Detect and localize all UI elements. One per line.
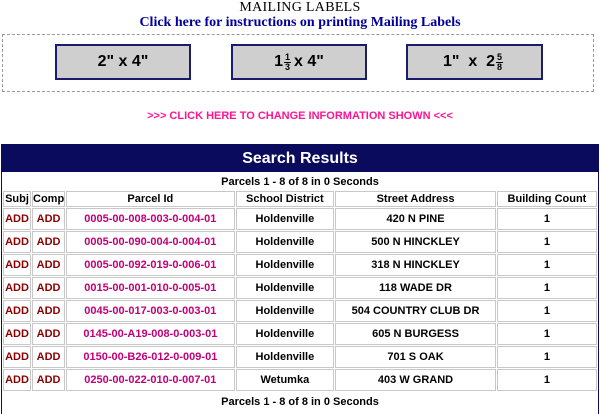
building-count-cell: 1	[497, 254, 597, 276]
comp-add-link[interactable]: ADD	[32, 208, 65, 230]
instructions-link[interactable]: Click here for instructions on printing Mailing Labels	[139, 15, 461, 30]
table-row	[3, 208, 597, 230]
label-2x4-whole: 2"	[97, 53, 115, 70]
table-row	[3, 231, 597, 253]
comp-add-link[interactable]: ADD	[32, 300, 65, 322]
results-heading: Search Results	[2, 145, 598, 172]
parcel-id-link[interactable]: 0005-00-090-004-0-004-01	[66, 231, 234, 253]
table-row	[3, 254, 597, 276]
school-district-cell: Holdenville	[236, 254, 335, 276]
label-1x2-whole: 1" x 2	[442, 53, 496, 70]
subj-add-link[interactable]: ADD	[3, 231, 31, 253]
school-district-cell: Holdenville	[236, 277, 335, 299]
subj-add-link[interactable]: ADD	[3, 277, 31, 299]
building-count-cell: 1	[497, 300, 597, 322]
subj-add-link[interactable]: ADD	[3, 208, 31, 230]
table-row	[3, 323, 597, 345]
building-count-cell: 1	[497, 369, 597, 391]
label-2x4-rest: x 4"	[118, 53, 149, 70]
building-count-cell: 1	[497, 277, 597, 299]
comp-add-link[interactable]: ADD	[32, 231, 65, 253]
building-count-cell: 1	[497, 323, 597, 345]
comp-add-link[interactable]: ADD	[32, 323, 65, 345]
label-size-panel	[2, 34, 594, 92]
subj-add-link[interactable]: ADD	[3, 300, 31, 322]
table-header-row	[3, 191, 597, 207]
school-district-cell: Holdenville	[236, 346, 335, 368]
building-count-cell: 1	[497, 231, 597, 253]
label-2x4-button[interactable]	[55, 44, 191, 80]
street-address-cell: 318 N HINCKLEY	[335, 254, 496, 276]
search-results-panel	[1, 144, 599, 414]
parcel-id-link[interactable]: 0045-00-017-003-0-003-01	[66, 300, 234, 322]
street-address-cell: 504 COUNTRY CLUB DR	[335, 300, 496, 322]
subj-add-link[interactable]: ADD	[3, 346, 31, 368]
col-comp[interactable]: Comp	[33, 193, 65, 205]
subj-add-link[interactable]: ADD	[3, 369, 31, 391]
subj-add-link[interactable]: ADD	[3, 254, 31, 276]
parcel-id-link[interactable]: 0145-00-A19-008-0-003-01	[66, 323, 234, 345]
parcel-id-link[interactable]: 0250-00-022-010-0-007-01	[66, 369, 234, 391]
fraction-one-third: $\frac{1}{3}$	[285, 51, 291, 72]
school-district-cell: Holdenville	[236, 300, 335, 322]
comp-add-link[interactable]: ADD	[32, 369, 65, 391]
school-district-cell: Wetumka	[236, 369, 335, 391]
results-summary-bottom: Parcels 1 - 8 of 8 in 0 Seconds	[221, 396, 379, 408]
label-1-third-x4-button[interactable]	[231, 44, 367, 80]
comp-add-link[interactable]: ADD	[32, 277, 65, 299]
parcel-id-link[interactable]: 0005-00-008-003-0-004-01	[66, 208, 234, 230]
page-title: MAILING LABELS	[239, 0, 361, 15]
street-address-cell: 420 N PINE	[335, 208, 496, 230]
parcel-id-link[interactable]: 0015-00-001-010-0-005-01	[66, 277, 234, 299]
parcel-id-link[interactable]: 0005-00-092-019-0-006-01	[66, 254, 234, 276]
col-school-district[interactable]: School District	[236, 191, 335, 207]
label-1-third-whole: 1	[274, 53, 284, 70]
street-address-cell: 605 N BURGESS	[335, 323, 496, 345]
school-district-cell: Holdenville	[236, 231, 335, 253]
results-summary-top: Parcels 1 - 8 of 8 in 0 Seconds	[221, 176, 379, 188]
school-district-cell: Holdenville	[236, 208, 335, 230]
table-row	[3, 277, 597, 299]
col-subj[interactable]: Subj	[3, 191, 31, 207]
building-count-cell: 1	[497, 208, 597, 230]
change-info-link[interactable]: >>> CLICK HERE TO CHANGE INFORMATION SHOWN <<<	[147, 110, 453, 122]
fraction-five-eighths: $\frac{5}{8}$	[497, 51, 503, 72]
street-address-cell: 701 S OAK	[335, 346, 496, 368]
col-street-address[interactable]: Street Address	[335, 191, 496, 207]
results-table	[2, 190, 598, 392]
subj-add-link[interactable]: ADD	[3, 323, 31, 345]
building-count-cell: 1	[497, 346, 597, 368]
col-parcel-id[interactable]: Parcel Id	[66, 191, 234, 207]
table-row	[3, 346, 597, 368]
school-district-cell: Holdenville	[236, 323, 335, 345]
table-row	[3, 300, 597, 322]
comp-add-link[interactable]: ADD	[32, 346, 65, 368]
street-address-cell: 403 W GRAND	[335, 369, 496, 391]
street-address-cell: 118 WADE DR	[335, 277, 496, 299]
parcel-id-link[interactable]: 0150-00-B26-012-0-009-01	[66, 346, 234, 368]
label-1-third-rest: x 4"	[294, 53, 324, 70]
table-row	[3, 369, 597, 391]
col-building-count[interactable]: Building Count	[497, 191, 597, 207]
comp-add-link[interactable]: ADD	[32, 254, 65, 276]
street-address-cell: 500 N HINCKLEY	[335, 231, 496, 253]
label-1x2-5-8-button[interactable]	[406, 44, 543, 80]
